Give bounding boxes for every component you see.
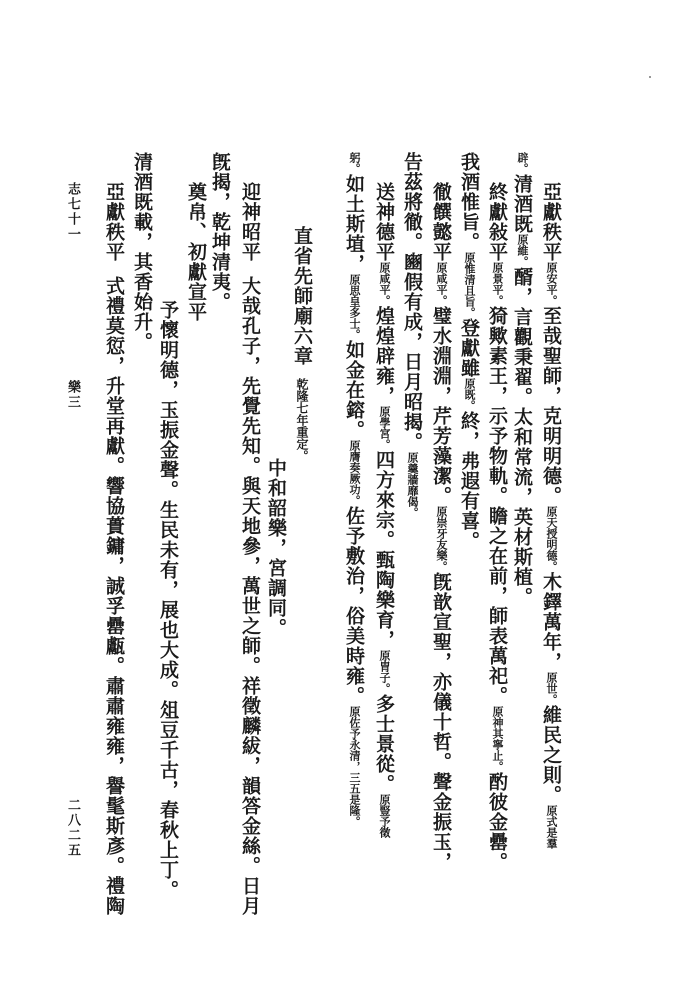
heading-text: 徹饌懿平 [430,182,452,262]
heading-text: 迎神昭平 [239,182,261,262]
verse-text: 豳假有成，日月昭揭。 [401,252,423,452]
annotation-text: 原咸平。 [378,262,391,306]
verse-text: 登獻雖 [458,318,480,378]
edition-note: 乾隆七年重定。 [295,378,309,462]
verse-text: 至哉聖師，克明明德。 [540,306,562,506]
annotation-text: 原羹牆靡偈。 [406,452,419,518]
verse-text: 式禮莫愆，升堂再獻。響協蕢鏞，誠孚罍甗。肅肅雍雍，譽髦斯彥。禮陶 [103,276,125,916]
verse-text: 多士景從。 [373,694,395,794]
annotation-text: 原天授明德。 [545,506,558,572]
chapter-label [66,182,79,242]
verse-text: 璧水淵淵，芹芳藻潔。 [430,306,452,506]
page-number [66,798,79,858]
annotation-text: 原既。 [463,378,476,411]
text-column [374,182,393,838]
annotation-text: 辟。 [516,152,529,174]
text-column [541,182,560,849]
verse-text: 清酒既 [511,174,533,234]
annotation-text: 原豎予徵 [378,794,391,838]
heading-text: 終獻敍平 [486,182,508,262]
heading-text: 亞獻秩平 [103,182,125,262]
verse-text: 煌煌辟雍， [373,306,395,406]
section-title: 直省先師廟六章 [291,226,313,366]
verse-text: 四方來宗。甄陶樂育， [373,450,395,650]
text-column [431,182,450,872]
verse-text: 醑，言觀秉翟。太和常流，英材斯植。 [511,267,533,607]
text-column [186,182,205,322]
annotation-text: 原學宮。 [378,406,391,450]
text-column [459,152,478,551]
annotation-text: 原神其寧止。 [491,706,504,772]
text-column [402,152,421,518]
verse-text: 清酒既載，其香始升。 [131,152,153,352]
annotation-text: 原維。 [516,234,529,267]
text-column [132,152,151,352]
section-text: 樂三 [65,380,80,410]
annotation-text: 原惟清且旨。 [463,252,476,318]
text-column [344,152,363,827]
verse-text: 終，弗遐有喜。 [458,411,480,551]
annotation-text: 原式是羣 [545,805,558,849]
verse-text: 佐予敷治，俗美時雍。 [343,506,365,706]
section-title-column [292,226,311,462]
verse-text: 如土斯埴， [343,174,365,274]
mode-note: 中和韶樂，宮調同。 [265,458,287,638]
verse-text: 如金在鎔。 [343,340,365,440]
text-column [487,182,506,872]
annotation-text: 原咸平。 [435,262,448,306]
annotation-text: 原崇牙友樂。 [435,506,448,572]
text-column [210,152,229,312]
verse-text: 酌彼金罍。 [486,772,508,872]
scan-speck [649,76,651,78]
text-column [266,458,285,638]
section-label [66,380,79,410]
verse-text: 予懷明德，玉振金聲。生民未有，展也大成。俎豆千古，春秋上丁。 [157,300,179,900]
annotation-text: 原胄子。 [378,650,391,694]
page-number-text: 二八二五 [65,798,80,858]
heading-text: 奠帛、初獻宣平 [185,182,207,322]
verse-text: 大哉孔子，先覺先知。與天地參，萬世之師。祥徵麟紱，韻答金絲。日月 [239,276,261,916]
text-column [104,182,123,916]
annotation-text: 原思皇多士。 [348,274,361,340]
chapter-text: 志七十一 [65,182,80,242]
annotation-text: 原安平。 [545,262,558,306]
verse-text: 猗歟素王，示予物軌。瞻之在前，師表萬祀。 [486,306,508,706]
annotation-text: 躬。 [348,152,361,174]
text-column [512,152,531,607]
heading-text: 亞獻秩平 [540,182,562,262]
verse-text: 旣揭，乾坤清夷。 [209,152,231,312]
text-column [240,182,259,916]
verse-text: 木鐸萬年， [540,572,562,672]
annotation-text: 原膺奏厥功。 [348,440,361,506]
annotation-text: 原景平。 [491,262,504,306]
verse-text: 維民之則。 [540,705,562,805]
heading-text: 送神德平 [373,182,395,262]
annotation-text: 原世。 [545,672,558,705]
verse-text: 我酒惟旨。 [458,152,480,252]
verse-text: 旣歆宣聖，亦儀十哲。聲金振玉， [430,572,452,872]
text-column [158,300,177,900]
annotation-text: 原佐予永清，三五是隆。 [348,706,361,827]
verse-text: 告茲將徹。 [401,152,423,252]
